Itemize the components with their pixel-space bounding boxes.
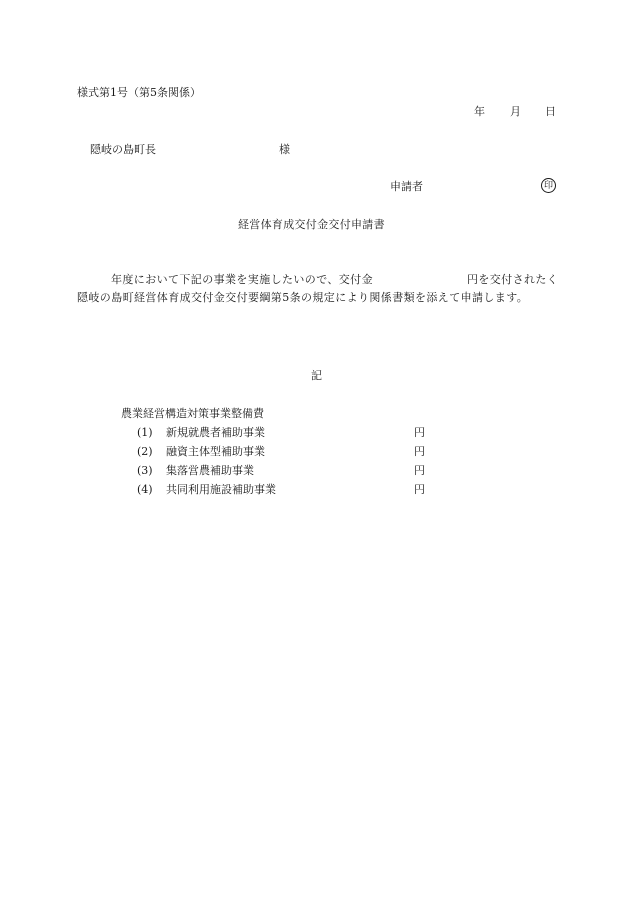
- ki-heading: 記: [311, 369, 322, 382]
- addressee-honorific: 様: [279, 143, 290, 156]
- date-year-label: 年: [474, 105, 485, 118]
- seal-icon: 印: [541, 178, 556, 193]
- item-name: 融資主体型補助事業: [166, 445, 265, 458]
- applicant-label: 申請者: [390, 180, 423, 193]
- item-number: (2): [137, 445, 153, 458]
- date-month-label: 月: [510, 105, 521, 118]
- addressee: 隠岐の島町長: [90, 143, 156, 156]
- item-name: 集落営農補助事業: [166, 464, 254, 477]
- item-yen-unit: 円: [414, 445, 425, 458]
- item-yen-unit: 円: [414, 464, 425, 477]
- item-yen-unit: 円: [414, 483, 425, 496]
- form-number-label: 様式第1号（第5条関係）: [77, 86, 201, 99]
- application-body-text: [77, 271, 561, 307]
- item-number: (3): [137, 464, 153, 477]
- body-text-part1: 年度において下記の事業を実施したいので、交付金: [111, 273, 373, 286]
- item-yen-unit: 円: [414, 426, 425, 439]
- document-title: 経営体育成交付金交付申請書: [238, 218, 385, 231]
- item-name: 新規就農者補助事業: [166, 426, 265, 439]
- item-number: (4): [137, 483, 153, 496]
- date-day-label: 日: [545, 105, 556, 118]
- item-number: (1): [137, 426, 153, 439]
- category-title: 農業経営構造対策事業整備費: [121, 407, 264, 420]
- body-text-part2: 円を交付されたく隠岐の島町経営体育成交付金交付要綱第5条の規定により関係書類を添えて申請します。: [77, 273, 559, 304]
- item-name: 共同利用施設補助事業: [166, 483, 276, 496]
